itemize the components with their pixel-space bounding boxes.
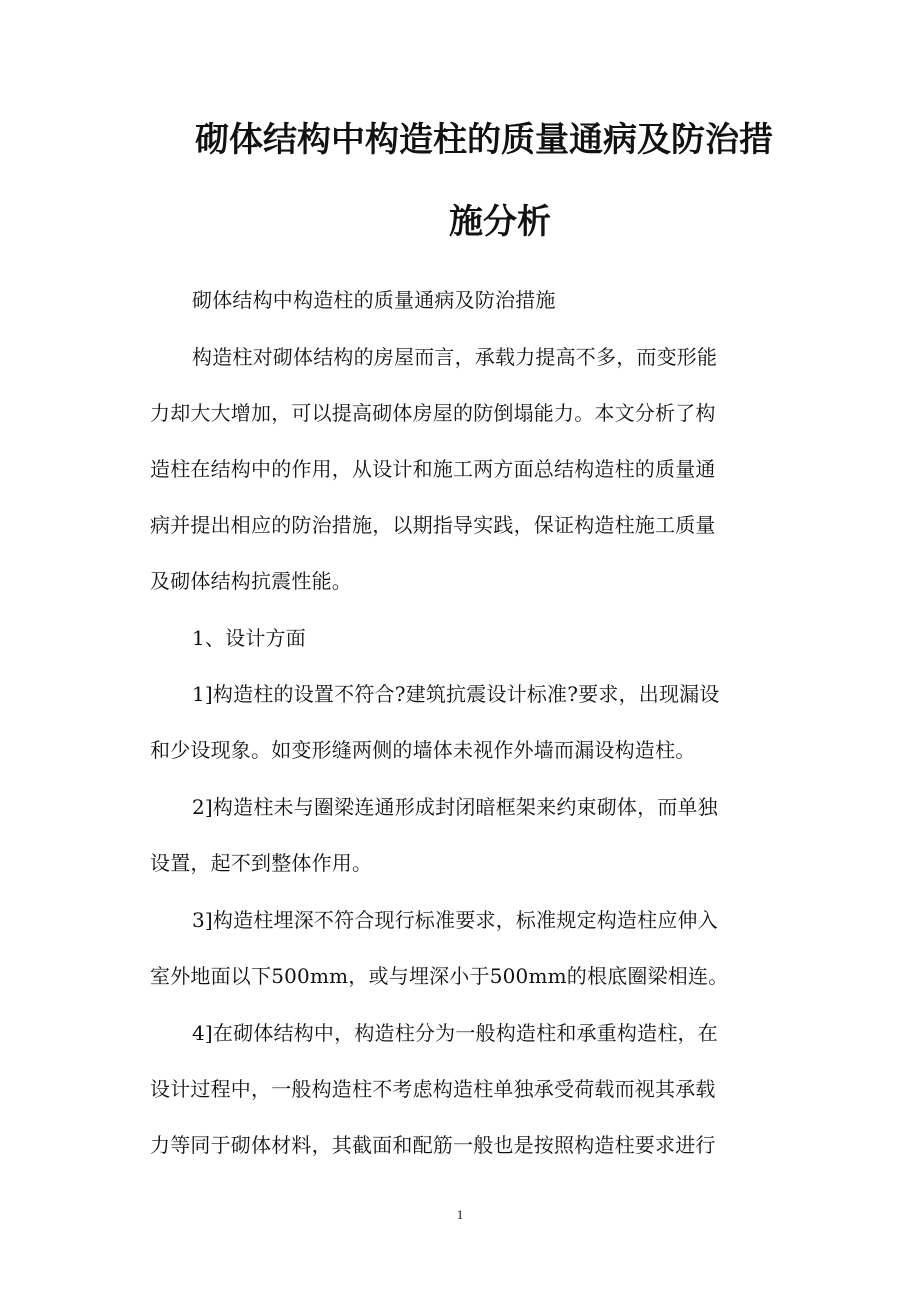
- paragraph-line: 力却大大增加，可以提高砌体房屋的防倒塌能力。本文分析了构: [150, 401, 716, 425]
- paragraph-line: 和少设现象。如变形缝两侧的墙体未视作外墙而漏设构造柱。: [150, 738, 696, 762]
- paragraph-line: 2]构造柱未与圈梁连通形成封闭暗框架来约束砌体，而单独: [192, 795, 718, 819]
- paragraph-line: 构造柱对砌体结构的房屋而言，承载力提高不多，而变形能: [192, 345, 718, 369]
- paragraph-line: 设置，起不到整体作用。: [150, 851, 373, 875]
- paragraph-line: 及砌体结构抗震性能。: [150, 569, 352, 593]
- document-title-line-1: 砌体结构中构造柱的质量通病及防治措: [195, 120, 773, 160]
- paragraph-line: 1]构造柱的设置不符合?建筑抗震设计标准?要求，出现漏设: [192, 682, 720, 706]
- subtitle-line: 砌体结构中构造柱的质量通病及防治措施: [192, 288, 556, 312]
- document-title-line-2: 施分析: [449, 202, 551, 242]
- paragraph-line: 病并提出相应的防治措施，以期指导实践，保证构造柱施工质量: [150, 513, 716, 537]
- paragraph-line: 室外地面以下500mm，或与埋深小于500mm的根底圈梁相连。: [150, 964, 729, 988]
- paragraph-line: 4]在砌体结构中，构造柱分为一般构造柱和承重构造柱，在: [192, 1021, 718, 1045]
- paragraph-line: 力等同于砌体材料，其截面和配筋一般也是按照构造柱要求进行: [150, 1133, 716, 1157]
- page-number: 1: [456, 1207, 464, 1222]
- section-heading: 1、设计方面: [192, 626, 306, 650]
- paragraph-line: 设计过程中，一般构造柱不考虑构造柱单独承受荷载而视其承载: [150, 1077, 716, 1101]
- paragraph-line: 造柱在结构中的作用，从设计和施工两方面总结构造柱的质量通: [150, 457, 716, 481]
- paragraph-line: 3]构造柱埋深不符合现行标准要求，标准规定构造柱应伸入: [192, 908, 718, 932]
